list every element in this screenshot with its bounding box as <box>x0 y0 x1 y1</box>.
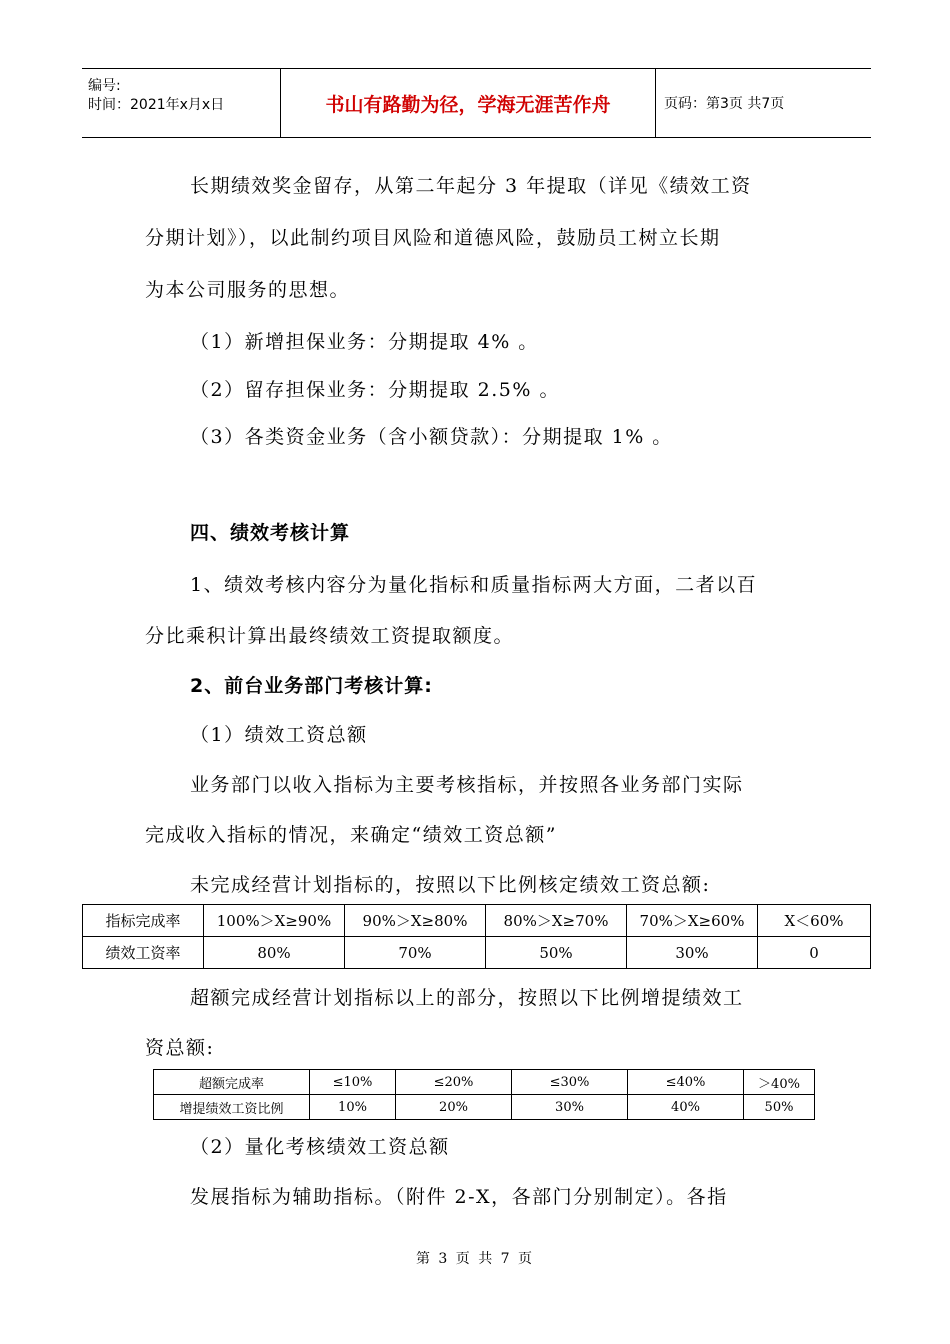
table-cell: 10% <box>310 1095 396 1120</box>
table-cell: ≤20% <box>396 1070 512 1095</box>
table-cell: 80% <box>204 937 345 969</box>
page-footer: 第 3 页 共 7 页 <box>415 1251 535 1267</box>
table-cell: 绩效工资率 <box>83 937 204 969</box>
list-item: （1）新增担保业务：分期提取 4% 。 <box>190 331 539 353</box>
table-cell: 指标完成率 <box>83 905 204 937</box>
table-cell: 90%＞X≥80% <box>345 905 486 937</box>
table-cell: 80%＞X≥70% <box>486 905 627 937</box>
paragraph-line: 分期计划》），以此制约项目风险和道德风险，鼓励员工树立长期 <box>145 227 721 249</box>
excess-rate-table <box>153 1069 815 1120</box>
table-cell: ≤10% <box>310 1070 396 1095</box>
table-cell: 50% <box>486 937 627 969</box>
list-item: （2）留存担保业务：分期提取 2.5% 。 <box>190 379 560 401</box>
table-cell: 50% <box>744 1095 815 1120</box>
header-motto: 书山有路勤为径，学海无涯苦作舟 <box>281 69 656 137</box>
table-cell: 超额完成率 <box>154 1070 310 1095</box>
page-header <box>82 68 871 138</box>
subsection-item: （1）绩效工资总额 <box>190 724 368 746</box>
paragraph-line: 1、绩效考核内容分为量化指标和质量指标两大方面，二者以百 <box>190 574 758 596</box>
subsection-heading: 2、前台业务部门考核计算: <box>190 675 433 697</box>
completion-rate-table <box>82 904 871 969</box>
table-row <box>83 937 871 969</box>
subsection-item: （2）量化考核绩效工资总额 <box>190 1136 450 1158</box>
paragraph-line: 长期绩效奖金留存，从第二年起分 3 年提取（详见《绩效工资 <box>190 175 752 197</box>
paragraph-line: 资总额: <box>145 1037 215 1059</box>
table-cell: 40% <box>628 1095 744 1120</box>
table-cell: 20% <box>396 1095 512 1120</box>
paragraph-line: 完成收入指标的情况，来确定“绩效工资总额” <box>145 824 557 846</box>
table-cell: ≤30% <box>512 1070 628 1095</box>
table-cell: 70% <box>345 937 486 969</box>
section-heading: 四、绩效考核计算 <box>190 522 351 544</box>
paragraph-line: 未完成经营计划指标的，按照以下比例核定绩效工资总额: <box>190 874 711 896</box>
paragraph-line: 分比乘积计算出最终绩效工资提取额度。 <box>145 625 515 647</box>
table-row <box>83 905 871 937</box>
table-cell: 30% <box>627 937 758 969</box>
table-row <box>154 1070 815 1095</box>
paragraph-line: 发展指标为辅助指标。（附件 2-X，各部门分别制定）。各指 <box>190 1186 728 1208</box>
paragraph-line: 业务部门以收入指标为主要考核指标，并按照各业务部门实际 <box>190 774 744 796</box>
table-cell: 30% <box>512 1095 628 1120</box>
table-row <box>154 1095 815 1120</box>
document-date: 时间：2021年x月x日 <box>88 97 225 113</box>
document-number-label: 编号: <box>88 78 121 94</box>
table-cell: 增提绩效工资比例 <box>154 1095 310 1120</box>
header-page-info: 页码：第3页 共7页 <box>664 96 785 112</box>
list-item: （3）各类资金业务（含小额贷款）：分期提取 1% 。 <box>190 426 673 448</box>
paragraph-line: 超额完成经营计划指标以上的部分，按照以下比例增提绩效工 <box>190 987 744 1009</box>
paragraph-line: 为本公司服务的思想。 <box>145 279 351 301</box>
header-meta <box>82 69 281 137</box>
table-cell: 0 <box>758 937 871 969</box>
table-cell: X＜60% <box>758 905 871 937</box>
table-cell: ≤40% <box>628 1070 744 1095</box>
table-cell: 100%＞X≥90% <box>204 905 345 937</box>
table-cell: ＞40% <box>744 1070 815 1095</box>
table-cell: 70%＞X≥60% <box>627 905 758 937</box>
